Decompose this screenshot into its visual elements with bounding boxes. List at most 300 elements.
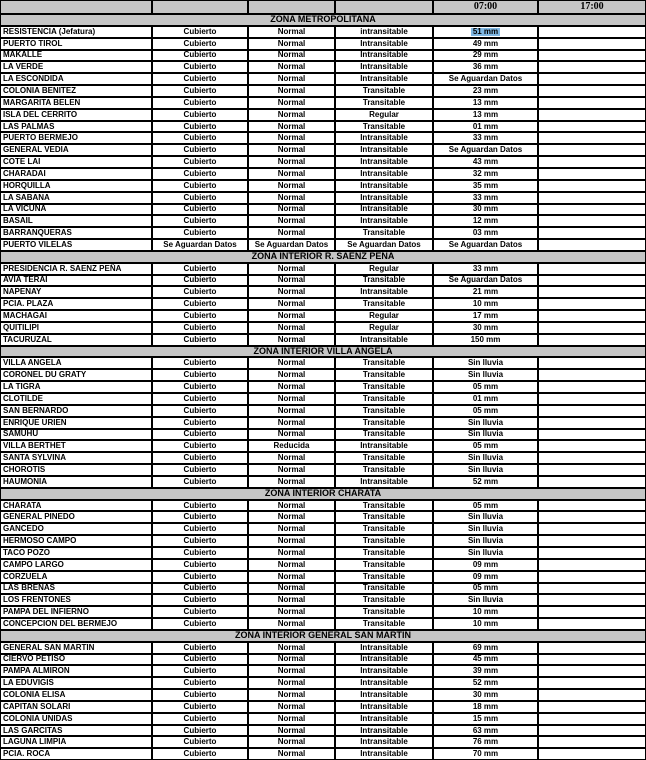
visibility-cell: Reducida bbox=[248, 440, 335, 452]
road-cell: Intransitable bbox=[335, 701, 433, 713]
sky-cell: Cubierto bbox=[152, 464, 248, 476]
visibility-cell: Normal bbox=[248, 405, 335, 417]
visibility-cell: Normal bbox=[248, 180, 335, 192]
rain-cell: 17 mm bbox=[433, 310, 538, 322]
visibility-cell: Normal bbox=[248, 204, 335, 216]
road-cell: Transitable bbox=[335, 535, 433, 547]
rain-cell: 30 mm bbox=[433, 322, 538, 334]
table-row bbox=[0, 559, 646, 571]
sky-cell: Cubierto bbox=[152, 204, 248, 216]
visibility-cell: Normal bbox=[248, 334, 335, 346]
table-row bbox=[0, 618, 646, 630]
visibility-cell: Normal bbox=[248, 535, 335, 547]
evening-cell bbox=[538, 464, 646, 476]
visibility-cell: Normal bbox=[248, 642, 335, 654]
evening-cell bbox=[538, 417, 646, 429]
location-cell: AVIA TERAI bbox=[0, 275, 152, 287]
location-cell: LA SABANA bbox=[0, 192, 152, 204]
sky-cell: Cubierto bbox=[152, 26, 248, 38]
road-cell: Transitable bbox=[335, 381, 433, 393]
sky-cell: Cubierto bbox=[152, 357, 248, 369]
table-row bbox=[0, 369, 646, 381]
sky-cell: Cubierto bbox=[152, 547, 248, 559]
evening-cell bbox=[538, 677, 646, 689]
road-cell: Transitable bbox=[335, 275, 433, 287]
visibility-cell: Normal bbox=[248, 571, 335, 583]
location-cell: PAMPA DEL INFIERNO bbox=[0, 606, 152, 618]
sky-cell: Cubierto bbox=[152, 689, 248, 701]
table-row bbox=[0, 310, 646, 322]
road-cell: Regular bbox=[335, 109, 433, 121]
table-row bbox=[0, 298, 646, 310]
sky-cell: Cubierto bbox=[152, 38, 248, 50]
road-cell: Transitable bbox=[335, 97, 433, 109]
table-row bbox=[0, 452, 646, 464]
rain-cell: 33 mm bbox=[433, 132, 538, 144]
sky-cell: Cubierto bbox=[152, 511, 248, 523]
road-cell: Intransitable bbox=[335, 61, 433, 73]
road-cell: Se Aguardan Datos bbox=[335, 239, 433, 251]
road-cell: Intransitable bbox=[335, 215, 433, 227]
road-cell: Transitable bbox=[335, 452, 433, 464]
evening-cell bbox=[538, 429, 646, 441]
evening-cell bbox=[538, 180, 646, 192]
section-title: ZONA INTERIOR VILLA ANGELA bbox=[0, 346, 646, 358]
rain-cell: 18 mm bbox=[433, 701, 538, 713]
sky-cell: Cubierto bbox=[152, 476, 248, 488]
road-cell: Regular bbox=[335, 310, 433, 322]
rain-cell: Sin lluvia bbox=[433, 452, 538, 464]
table-row bbox=[0, 168, 646, 180]
road-cell: Intransitable bbox=[335, 440, 433, 452]
road-cell: Transitable bbox=[335, 298, 433, 310]
location-cell: LA VICUÑA bbox=[0, 204, 152, 216]
rain-cell: 09 mm bbox=[433, 559, 538, 571]
table-row bbox=[0, 393, 646, 405]
table-row bbox=[0, 204, 646, 216]
visibility-cell: Normal bbox=[248, 73, 335, 85]
location-cell: COLONIA ELISA bbox=[0, 689, 152, 701]
evening-cell bbox=[538, 606, 646, 618]
sky-cell: Cubierto bbox=[152, 227, 248, 239]
visibility-cell: Normal bbox=[248, 61, 335, 73]
road-cell: Transitable bbox=[335, 511, 433, 523]
evening-cell bbox=[538, 393, 646, 405]
evening-cell bbox=[538, 618, 646, 630]
rain-cell: 10 mm bbox=[433, 298, 538, 310]
sky-cell: Cubierto bbox=[152, 559, 248, 571]
table-row bbox=[0, 571, 646, 583]
sky-cell: Cubierto bbox=[152, 334, 248, 346]
rain-cell: Sin lluvia bbox=[433, 429, 538, 441]
table-row bbox=[0, 334, 646, 346]
sky-cell: Cubierto bbox=[152, 654, 248, 666]
sky-cell: Cubierto bbox=[152, 701, 248, 713]
rain-cell: 30 mm bbox=[433, 689, 538, 701]
table-row bbox=[0, 405, 646, 417]
location-cell: COTE LAI bbox=[0, 156, 152, 168]
visibility-cell: Normal bbox=[248, 583, 335, 595]
table-row bbox=[0, 464, 646, 476]
location-cell: BARRANQUERAS bbox=[0, 227, 152, 239]
location-cell: GANCEDO bbox=[0, 523, 152, 535]
sky-cell: Cubierto bbox=[152, 73, 248, 85]
table-row bbox=[0, 215, 646, 227]
rain-cell: 69 mm bbox=[433, 642, 538, 654]
location-cell: QUITILIPI bbox=[0, 322, 152, 334]
evening-cell bbox=[538, 168, 646, 180]
sky-cell: Cubierto bbox=[152, 405, 248, 417]
location-cell: TACURUZAL bbox=[0, 334, 152, 346]
section-title: ZONA METROPOLITANA bbox=[0, 14, 646, 26]
rain-cell: 13 mm bbox=[433, 97, 538, 109]
visibility-cell: Normal bbox=[248, 748, 335, 760]
evening-cell bbox=[538, 357, 646, 369]
sky-cell: Cubierto bbox=[152, 594, 248, 606]
visibility-cell: Normal bbox=[248, 677, 335, 689]
location-cell: CHOROTIS bbox=[0, 464, 152, 476]
evening-cell bbox=[538, 286, 646, 298]
evening-cell bbox=[538, 239, 646, 251]
sky-cell: Se Aguardan Datos bbox=[152, 239, 248, 251]
visibility-cell: Normal bbox=[248, 215, 335, 227]
table-header-row bbox=[0, 0, 646, 14]
rain-cell: 15 mm bbox=[433, 713, 538, 725]
table-row bbox=[0, 701, 646, 713]
road-cell: Transitable bbox=[335, 405, 433, 417]
road-cell: Intransitable bbox=[335, 168, 433, 180]
location-cell: SANTA SYLVINA bbox=[0, 452, 152, 464]
location-cell: LAS PALMAS bbox=[0, 121, 152, 133]
section-title: ZONA INTERIOR CHARATA bbox=[0, 488, 646, 500]
table-row bbox=[0, 85, 646, 97]
location-cell: PUERTO TIROL bbox=[0, 38, 152, 50]
table-row bbox=[0, 429, 646, 441]
road-cell: Transitable bbox=[335, 594, 433, 606]
visibility-cell: Normal bbox=[248, 701, 335, 713]
sky-cell: Cubierto bbox=[152, 168, 248, 180]
visibility-cell: Normal bbox=[248, 144, 335, 156]
rain-cell: 39 mm bbox=[433, 665, 538, 677]
visibility-cell: Normal bbox=[248, 689, 335, 701]
evening-cell bbox=[538, 50, 646, 62]
table-row bbox=[0, 192, 646, 204]
location-cell: LA VERDE bbox=[0, 61, 152, 73]
evening-cell bbox=[538, 121, 646, 133]
rain-cell: 36 mm bbox=[433, 61, 538, 73]
table-row bbox=[0, 748, 646, 760]
sky-cell: Cubierto bbox=[152, 452, 248, 464]
visibility-cell: Normal bbox=[248, 227, 335, 239]
road-cell: Transitable bbox=[335, 547, 433, 559]
evening-cell bbox=[538, 334, 646, 346]
rain-cell: Sin lluvia bbox=[433, 417, 538, 429]
location-cell: MAKALLE bbox=[0, 50, 152, 62]
rain-cell: Se Aguardan Datos bbox=[433, 239, 538, 251]
rain-cell: 03 mm bbox=[433, 227, 538, 239]
location-cell: RESISTENCIA (Jefatura) bbox=[0, 26, 152, 38]
road-cell: Transitable bbox=[335, 357, 433, 369]
location-cell: BASAIL bbox=[0, 215, 152, 227]
sky-cell: Cubierto bbox=[152, 713, 248, 725]
table-row bbox=[0, 132, 646, 144]
road-cell: Intransitable bbox=[335, 725, 433, 737]
table-body bbox=[0, 14, 646, 760]
location-cell: PCIA. ROCA bbox=[0, 748, 152, 760]
table-row bbox=[0, 156, 646, 168]
rain-cell: 35 mm bbox=[433, 180, 538, 192]
table-row bbox=[0, 654, 646, 666]
rain-cell: 05 mm bbox=[433, 500, 538, 512]
location-cell: LAS GARCITAS bbox=[0, 725, 152, 737]
sky-cell: Cubierto bbox=[152, 109, 248, 121]
road-cell: Intransitable bbox=[335, 677, 433, 689]
evening-cell bbox=[538, 310, 646, 322]
table-row bbox=[0, 583, 646, 595]
table-row bbox=[0, 227, 646, 239]
location-cell: CIERVO PETISO bbox=[0, 654, 152, 666]
rain-cell: 29 mm bbox=[433, 50, 538, 62]
table-row bbox=[0, 180, 646, 192]
rain-cell: Sin lluvia bbox=[433, 511, 538, 523]
location-cell: HORQUILLA bbox=[0, 180, 152, 192]
location-cell: ISLA DEL CERRITO bbox=[0, 109, 152, 121]
sky-cell: Cubierto bbox=[152, 121, 248, 133]
header-location-cell bbox=[0, 0, 152, 14]
road-cell: Intransitable bbox=[335, 642, 433, 654]
evening-cell bbox=[538, 97, 646, 109]
evening-cell bbox=[538, 642, 646, 654]
rain-cell: 43 mm bbox=[433, 156, 538, 168]
evening-cell bbox=[538, 571, 646, 583]
road-cell: Transitable bbox=[335, 583, 433, 595]
sky-cell: Cubierto bbox=[152, 192, 248, 204]
rain-cell: 23 mm bbox=[433, 85, 538, 97]
rain-cell: 52 mm bbox=[433, 677, 538, 689]
header-time-evening: 17:00 bbox=[538, 0, 646, 14]
road-cell: intransitable bbox=[335, 26, 433, 38]
sky-cell: Cubierto bbox=[152, 322, 248, 334]
table-row bbox=[0, 677, 646, 689]
location-cell: LAGUNA LIMPIA bbox=[0, 736, 152, 748]
visibility-cell: Normal bbox=[248, 452, 335, 464]
evening-cell bbox=[538, 227, 646, 239]
sky-cell: Cubierto bbox=[152, 618, 248, 630]
road-cell: Regular bbox=[335, 322, 433, 334]
evening-cell bbox=[538, 275, 646, 287]
road-cell: Intransitable bbox=[335, 73, 433, 85]
selected-text-highlight: 51 mm bbox=[472, 26, 499, 36]
rain-cell: 150 mm bbox=[433, 334, 538, 346]
sky-cell: Cubierto bbox=[152, 263, 248, 275]
location-cell: TACO POZO bbox=[0, 547, 152, 559]
location-cell: HAUMONIA bbox=[0, 476, 152, 488]
sky-cell: Cubierto bbox=[152, 642, 248, 654]
road-cell: Transitable bbox=[335, 571, 433, 583]
header-visibility-cell bbox=[248, 0, 335, 14]
table-row bbox=[0, 286, 646, 298]
rain-cell: Se Aguardan Datos bbox=[433, 144, 538, 156]
visibility-cell: Normal bbox=[248, 594, 335, 606]
evening-cell bbox=[538, 26, 646, 38]
evening-cell bbox=[538, 689, 646, 701]
road-cell: Transitable bbox=[335, 559, 433, 571]
rain-cell: 33 mm bbox=[433, 263, 538, 275]
header-road-cell bbox=[335, 0, 433, 14]
sky-cell: Cubierto bbox=[152, 583, 248, 595]
rain-cell: 12 mm bbox=[433, 215, 538, 227]
rain-cell: Sin lluvia bbox=[433, 357, 538, 369]
visibility-cell: Normal bbox=[248, 357, 335, 369]
road-cell: Intransitable bbox=[335, 180, 433, 192]
road-cell: Intransitable bbox=[335, 50, 433, 62]
location-cell: CAPITAN SOLARI bbox=[0, 701, 152, 713]
road-cell: Intransitable bbox=[335, 334, 433, 346]
table-row bbox=[0, 713, 646, 725]
location-cell: ENRIQUE URIEN bbox=[0, 417, 152, 429]
visibility-cell: Normal bbox=[248, 50, 335, 62]
road-cell: Regular bbox=[335, 263, 433, 275]
location-cell: CLOTILDE bbox=[0, 393, 152, 405]
visibility-cell: Normal bbox=[248, 97, 335, 109]
visibility-cell: Normal bbox=[248, 393, 335, 405]
visibility-cell: Normal bbox=[248, 511, 335, 523]
location-cell: VILLA BERTHET bbox=[0, 440, 152, 452]
location-cell: VILLA ANGELA bbox=[0, 357, 152, 369]
sky-cell: Cubierto bbox=[152, 665, 248, 677]
table-row bbox=[0, 511, 646, 523]
evening-cell bbox=[538, 701, 646, 713]
location-cell: PRESIDENCIA R. SAENZ PEÑA bbox=[0, 263, 152, 275]
rain-cell: 10 mm bbox=[433, 606, 538, 618]
sky-cell: Cubierto bbox=[152, 286, 248, 298]
table-row bbox=[0, 500, 646, 512]
rain-cell: 05 mm bbox=[433, 440, 538, 452]
table-row bbox=[0, 594, 646, 606]
visibility-cell: Normal bbox=[248, 286, 335, 298]
rain-cell: 32 mm bbox=[433, 168, 538, 180]
location-cell: CONCEPCION DEL BERMEJO bbox=[0, 618, 152, 630]
visibility-cell: Normal bbox=[248, 121, 335, 133]
sky-cell: Cubierto bbox=[152, 97, 248, 109]
visibility-cell: Normal bbox=[248, 523, 335, 535]
road-cell: Intransitable bbox=[335, 689, 433, 701]
location-cell: LA ESCONDIDA bbox=[0, 73, 152, 85]
table-row bbox=[0, 381, 646, 393]
table-row bbox=[0, 357, 646, 369]
section-header bbox=[0, 488, 646, 500]
visibility-cell: Normal bbox=[248, 263, 335, 275]
visibility-cell: Normal bbox=[248, 559, 335, 571]
table-row bbox=[0, 322, 646, 334]
sky-cell: Cubierto bbox=[152, 417, 248, 429]
rain-cell: 05 mm bbox=[433, 583, 538, 595]
rain-cell: Sin lluvia bbox=[433, 594, 538, 606]
rain-cell: 45 mm bbox=[433, 654, 538, 666]
rain-cell bbox=[433, 26, 538, 38]
sky-cell: Cubierto bbox=[152, 156, 248, 168]
table-row bbox=[0, 38, 646, 50]
sky-cell: Cubierto bbox=[152, 748, 248, 760]
visibility-cell: Normal bbox=[248, 429, 335, 441]
table-row bbox=[0, 606, 646, 618]
table-row bbox=[0, 239, 646, 251]
evening-cell bbox=[538, 61, 646, 73]
sky-cell: Cubierto bbox=[152, 429, 248, 441]
visibility-cell: Normal bbox=[248, 38, 335, 50]
table-row bbox=[0, 26, 646, 38]
rain-cell: 52 mm bbox=[433, 476, 538, 488]
visibility-cell: Normal bbox=[248, 654, 335, 666]
evening-cell bbox=[538, 594, 646, 606]
visibility-cell: Normal bbox=[248, 168, 335, 180]
evening-cell bbox=[538, 547, 646, 559]
rain-cell: 33 mm bbox=[433, 192, 538, 204]
rain-cell: 30 mm bbox=[433, 204, 538, 216]
table-row bbox=[0, 50, 646, 62]
rain-cell: 49 mm bbox=[433, 38, 538, 50]
section-title: ZONA INTERIOR R. SAENZ PEÑA bbox=[0, 251, 646, 263]
sky-cell: Cubierto bbox=[152, 440, 248, 452]
table-row bbox=[0, 61, 646, 73]
road-cell: Transitable bbox=[335, 606, 433, 618]
evening-cell bbox=[538, 583, 646, 595]
table-row bbox=[0, 144, 646, 156]
evening-cell bbox=[538, 369, 646, 381]
table-row bbox=[0, 417, 646, 429]
visibility-cell: Normal bbox=[248, 547, 335, 559]
evening-cell bbox=[538, 132, 646, 144]
evening-cell bbox=[538, 725, 646, 737]
visibility-cell: Normal bbox=[248, 665, 335, 677]
road-cell: Intransitable bbox=[335, 736, 433, 748]
sky-cell: Cubierto bbox=[152, 50, 248, 62]
location-cell: GENERAL PINEDO bbox=[0, 511, 152, 523]
rain-cell: Sin lluvia bbox=[433, 369, 538, 381]
table-row bbox=[0, 547, 646, 559]
road-cell: Transitable bbox=[335, 417, 433, 429]
rain-cell: 01 mm bbox=[433, 121, 538, 133]
evening-cell bbox=[538, 665, 646, 677]
evening-cell bbox=[538, 73, 646, 85]
location-cell: SAMUHU bbox=[0, 429, 152, 441]
evening-cell bbox=[538, 736, 646, 748]
road-cell: Intransitable bbox=[335, 713, 433, 725]
location-cell: SAN BERNARDO bbox=[0, 405, 152, 417]
evening-cell bbox=[538, 204, 646, 216]
location-cell: PUERTO VILELAS bbox=[0, 239, 152, 251]
sky-cell: Cubierto bbox=[152, 381, 248, 393]
evening-cell bbox=[538, 713, 646, 725]
visibility-cell: Normal bbox=[248, 109, 335, 121]
visibility-cell: Normal bbox=[248, 476, 335, 488]
visibility-cell: Normal bbox=[248, 464, 335, 476]
visibility-cell: Normal bbox=[248, 606, 335, 618]
visibility-cell: Normal bbox=[248, 85, 335, 97]
road-cell: Transitable bbox=[335, 464, 433, 476]
evening-cell bbox=[538, 748, 646, 760]
rain-cell: Sin lluvia bbox=[433, 535, 538, 547]
sky-cell: Cubierto bbox=[152, 132, 248, 144]
road-cell: Transitable bbox=[335, 393, 433, 405]
sky-cell: Cubierto bbox=[152, 180, 248, 192]
sky-cell: Cubierto bbox=[152, 736, 248, 748]
evening-cell bbox=[538, 500, 646, 512]
visibility-cell: Normal bbox=[248, 736, 335, 748]
road-cell: Transitable bbox=[335, 121, 433, 133]
table-row bbox=[0, 642, 646, 654]
evening-cell bbox=[538, 405, 646, 417]
